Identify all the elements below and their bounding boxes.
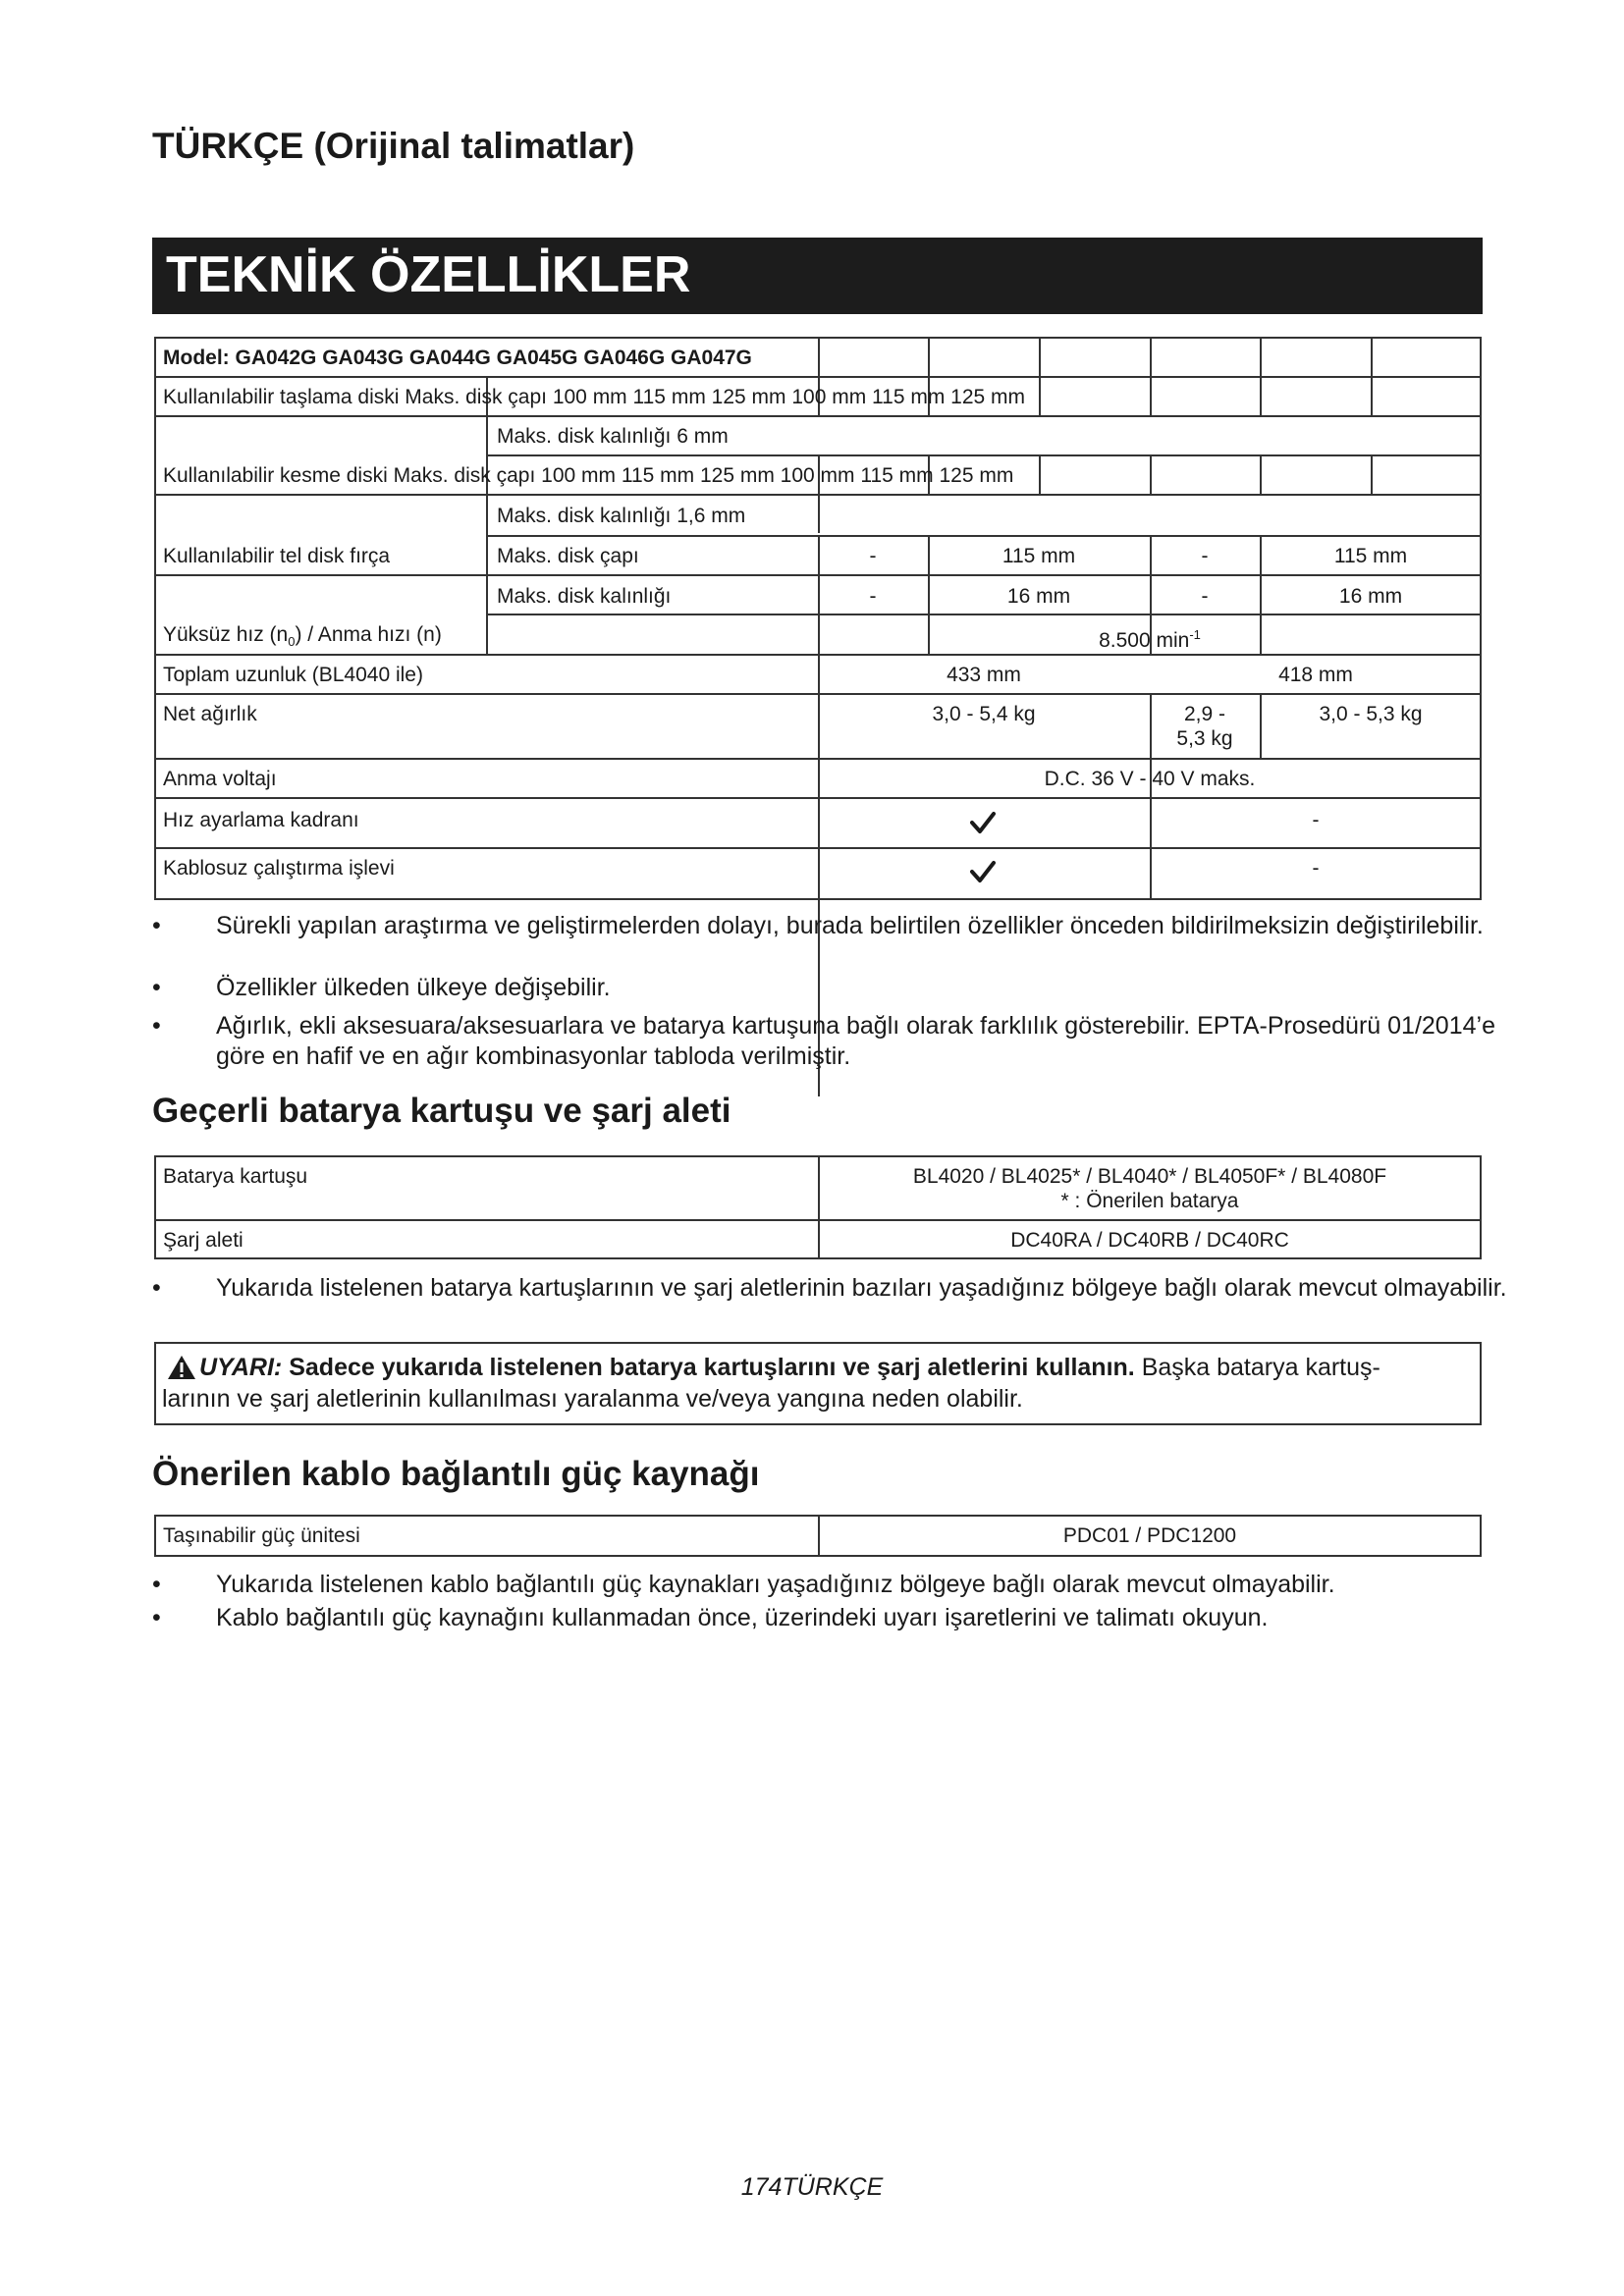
- grinding-disc-row: Kullanılabilir taşlama diski Maks. disk çapı 100 mm 115 mm 125 mm 100 mm 115 mm 125 mm: [163, 386, 1026, 408]
- wire-brush-label: Kullanılabilir tel disk fırça: [163, 545, 391, 567]
- wire-brush-thickness-value: 16 mm: [1006, 585, 1071, 608]
- wire-brush-diameter-value: 115 mm: [1333, 545, 1408, 567]
- checkmark-icon: [970, 860, 996, 883]
- row-divider: [486, 454, 1482, 456]
- net-weight-value: 2,9 -: [1183, 703, 1226, 725]
- no-load-speed-value: 8.500 $\min^{-1}$: [1099, 627, 1201, 652]
- net-weight-value: 3,0 - 5,3 kg: [1319, 703, 1423, 725]
- net-weight-value: 5,3 kg: [1176, 727, 1233, 750]
- battery-recommended-note: * : Önerilen batarya: [1060, 1190, 1239, 1212]
- net-weight-value: 3,0 - 5,4 kg: [932, 703, 1036, 725]
- wire-brush-thickness-value: -: [1201, 585, 1209, 608]
- warning-line-1: UYARI: Sadece yukarıda listelenen batarya kartuşlarını ve şarj aletlerini kullanın. Başka batarya kartuş-: [199, 1354, 1380, 1381]
- row-divider: [154, 415, 1482, 417]
- cutting-disc-thickness: Maks. disk kalınlığı 1,6 mm: [497, 505, 746, 527]
- row-divider: [486, 535, 1482, 537]
- cutting-disc-row: Kullanılabilir kesme diski Maks. disk çapı 100 mm 115 mm 125 mm 100 mm 115 mm 125 mm: [163, 464, 1014, 487]
- col-divider: [1039, 337, 1041, 415]
- wire-brush-thickness-value: -: [869, 585, 877, 608]
- col-divider: [1371, 454, 1373, 494]
- grinding-disc-thickness: Maks. disk kalınlığı 6 mm: [497, 425, 729, 448]
- col-divider: [1371, 337, 1373, 415]
- battery-label: Batarya kartuşu: [163, 1165, 308, 1188]
- charger-label: Şarj aleti: [163, 1229, 244, 1252]
- power-supply-heading: Önerilen kablo bağlantılı güç kaynağı: [152, 1455, 760, 1493]
- warning-label: UYARI:: [199, 1354, 283, 1381]
- battery-section-heading: Geçerli batarya kartuşu ve şarj aleti: [152, 1092, 731, 1130]
- col-divider: [1260, 337, 1262, 415]
- wire-brush-diameter-label: Maks. disk çapı: [497, 545, 639, 567]
- rated-voltage-label: Anma voltajı: [163, 768, 277, 790]
- overall-length-value: 433 mm: [947, 664, 1021, 686]
- row-divider: [486, 614, 1482, 615]
- warning-line-2: larının ve şarj aletlerinin kullanılması yaralanma ve/veya yangına neden olabilir.: [162, 1385, 1023, 1413]
- overall-length-value: 418 mm: [1278, 664, 1353, 686]
- speed-dial-label: Hız ayarlama kadranı: [163, 809, 359, 831]
- rated-voltage-value: D.C. 36 V - 40 V maks.: [1044, 768, 1256, 790]
- col-divider: [486, 376, 488, 654]
- overall-length-label: Toplam uzunluk (BL4040 ile): [163, 664, 423, 686]
- model-row: Model: GA042G GA043G GA044G GA045G GA046G GA047G: [163, 347, 752, 369]
- portable-power-label: Taşınabilir güç ünitesi: [163, 1524, 360, 1547]
- section-banner: [152, 238, 1483, 314]
- warning-box: [154, 1342, 1482, 1425]
- col-divider: [1260, 454, 1262, 494]
- wire-brush-diameter-value: 115 mm: [1001, 545, 1076, 567]
- col-divider: [1150, 454, 1152, 494]
- no-load-speed-label: Yüksüz hız $(n_0)$ / Anma hızı (n): [163, 623, 442, 650]
- portable-power-value: PDC01 / PDC1200: [1062, 1524, 1237, 1547]
- wire-brush-diameter-value: -: [869, 545, 877, 567]
- language-header: TÜRKÇE (Orijinal talimatlar): [152, 126, 635, 166]
- checkmark-icon: [970, 811, 996, 834]
- speed-dial-value: -: [1312, 809, 1320, 831]
- net-weight-label: Net ağırlık: [163, 703, 257, 725]
- wire-brush-thickness-label: Maks. disk kalınlığı: [497, 585, 672, 608]
- col-divider: [1039, 454, 1041, 494]
- wireless-activation-value: -: [1312, 857, 1320, 880]
- warning-icon: [166, 1354, 197, 1381]
- col-divider: [1150, 337, 1152, 415]
- banner-title: TEKNİK ÖZELLİKLER: [166, 246, 691, 303]
- charger-value: DC40RA / DC40RB / DC40RC: [1010, 1229, 1289, 1252]
- battery-value: BL4020 / BL4025* / BL4040* / BL4050F* / BL4080F: [912, 1165, 1387, 1188]
- wireless-activation-label: Kablosuz çalıştırma işlevi: [163, 857, 395, 880]
- page-footer: 174TÜRKÇE: [740, 2173, 884, 2201]
- wire-brush-thickness-value: 16 mm: [1338, 585, 1403, 608]
- wire-brush-diameter-value: -: [1201, 545, 1209, 567]
